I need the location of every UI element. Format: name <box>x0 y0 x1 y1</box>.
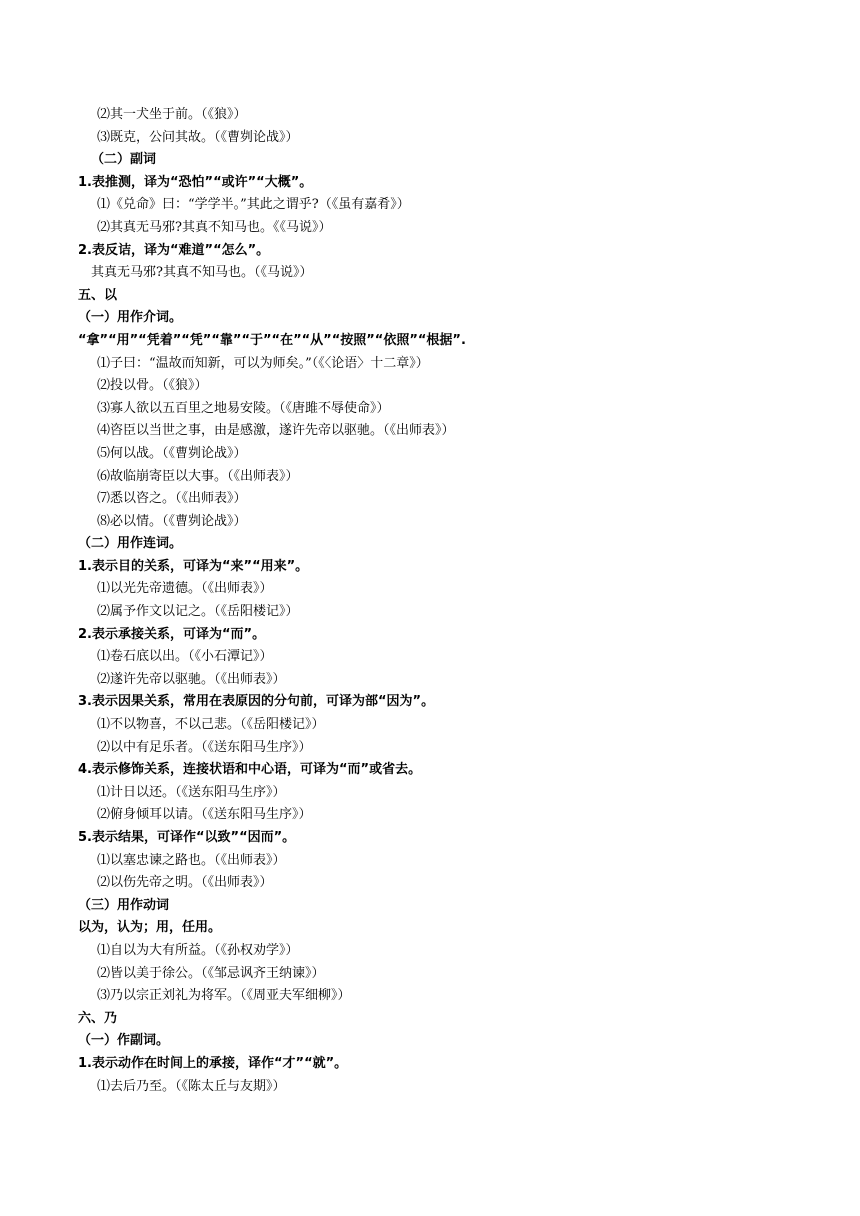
example-sentence: ⑷咨臣以当世之事，由是感激，遂许先帝以驱驰。（《出师表》） <box>97 423 455 439</box>
example-sentence: ⑴以塞忠谏之路也。（《出师表》） <box>97 852 286 868</box>
section-heading: 五、以 <box>78 287 118 303</box>
section-heading: 3.表示因果关系，常用在表原因的分句前，可译为部“因为”。 <box>78 694 435 710</box>
example-sentence: ⑵遂许先帝以驱驰。（《出师表》） <box>97 671 286 687</box>
section-heading: 2.表示承接关系，可译为“而”。 <box>78 626 266 642</box>
section-heading: （二）用作连词。 <box>78 536 183 552</box>
section-heading: （一）作副词。 <box>78 1033 170 1049</box>
example-sentence: ⑵投以骨。（《狼》） <box>97 378 208 394</box>
example-sentence: ⑻必以情。（《曹刿论战》） <box>97 513 247 529</box>
section-heading: 2.表反诘，译为“难道”“怎么”。 <box>78 242 270 258</box>
section-heading: 1.表推测，译为“恐怕”“或许”“大概”。 <box>78 174 313 190</box>
example-sentence: ⑴自以为大有所益。（《孙权劝学》） <box>97 942 299 958</box>
example-sentence: ⑵其一犬坐于前。（《狼》） <box>97 107 247 122</box>
example-sentence: ⑸何以战。（《曹刿论战》） <box>97 445 247 461</box>
example-sentence: ⑹故临崩寄臣以大事。（《出师表》） <box>97 468 299 484</box>
example-sentence: 其真无马邪?其真不知马也。（《马说》） <box>91 265 313 281</box>
example-sentence: ⑴以光先帝遗德。（《出师表》） <box>97 581 273 597</box>
example-sentence: ⑴《兑命》曰：“学学半。”其此之谓乎?（《虽有嘉肴》） <box>97 197 410 213</box>
example-sentence: ⑶乃以宗正刘礼为将军。（《周亚夫军细柳》） <box>97 988 351 1004</box>
example-sentence: ⑶寡人欲以五百里之地易安陵。（《唐雎不辱使命》） <box>97 400 390 416</box>
section-heading: 六、乃 <box>78 1010 118 1026</box>
example-sentence: ⑴不以物喜，不以己悲。（《岳阳楼记》） <box>97 717 325 733</box>
example-sentence: ⑵以伤先帝之明。（《出师表》） <box>97 875 273 891</box>
section-heading: （三）用作动词 <box>78 897 170 913</box>
example-sentence: ⑵其真无马邪?其真不知马也。《《马说》） <box>97 219 332 235</box>
section-heading: 1.表示动作在时间上的承接，译作“才”“就”。 <box>78 1055 348 1071</box>
section-heading: 以为，认为；用，任用。 <box>78 920 222 936</box>
section-heading: （一）用作介词。 <box>78 310 183 326</box>
example-sentence: ⑵属予作文以记之。（《岳阳楼记》） <box>97 604 299 620</box>
section-heading: 4.表示修饰关系，连接状语和中心语，可译为“而”或省去。 <box>78 762 422 778</box>
example-sentence: ⑵以中有足乐者。（《送东阳马生序》） <box>97 739 312 755</box>
example-sentence: ⑵俯身倾耳以请。（《送东阳马生序》） <box>97 807 312 823</box>
example-sentence: ⑵皆以美于徐公。（《邹忌讽齐王纳谏》） <box>97 965 325 981</box>
document-body <box>78 104 818 1098</box>
section-heading: （二）副词 <box>91 152 157 168</box>
example-sentence: ⑴子曰：“温故而知新，可以为师矣。”（《〈论语〉十二章》） <box>97 355 429 371</box>
section-heading: 1.表示目的关系，可译为“来”“用来”。 <box>78 558 309 574</box>
example-sentence: ⑺悉以咨之。（《出师表》） <box>97 491 247 507</box>
example-sentence: ⑶既克，公问其故。（《曹刿论战》） <box>97 129 299 145</box>
section-heading: “拿”“用”“凭着”“凭”“靠”“于”“在”“从”“按照”“依照”“根据”. <box>78 332 466 348</box>
example-sentence: ⑴卷石底以出。（《小石潭记》） <box>97 649 273 665</box>
example-sentence: ⑴计日以还。（《送东阳马生序》） <box>97 784 286 800</box>
section-heading: 5.表示结果，可译作“以致”“因而”。 <box>78 830 296 845</box>
example-sentence: ⑴去后乃至。（《陈太丘与友期》） <box>97 1078 286 1094</box>
